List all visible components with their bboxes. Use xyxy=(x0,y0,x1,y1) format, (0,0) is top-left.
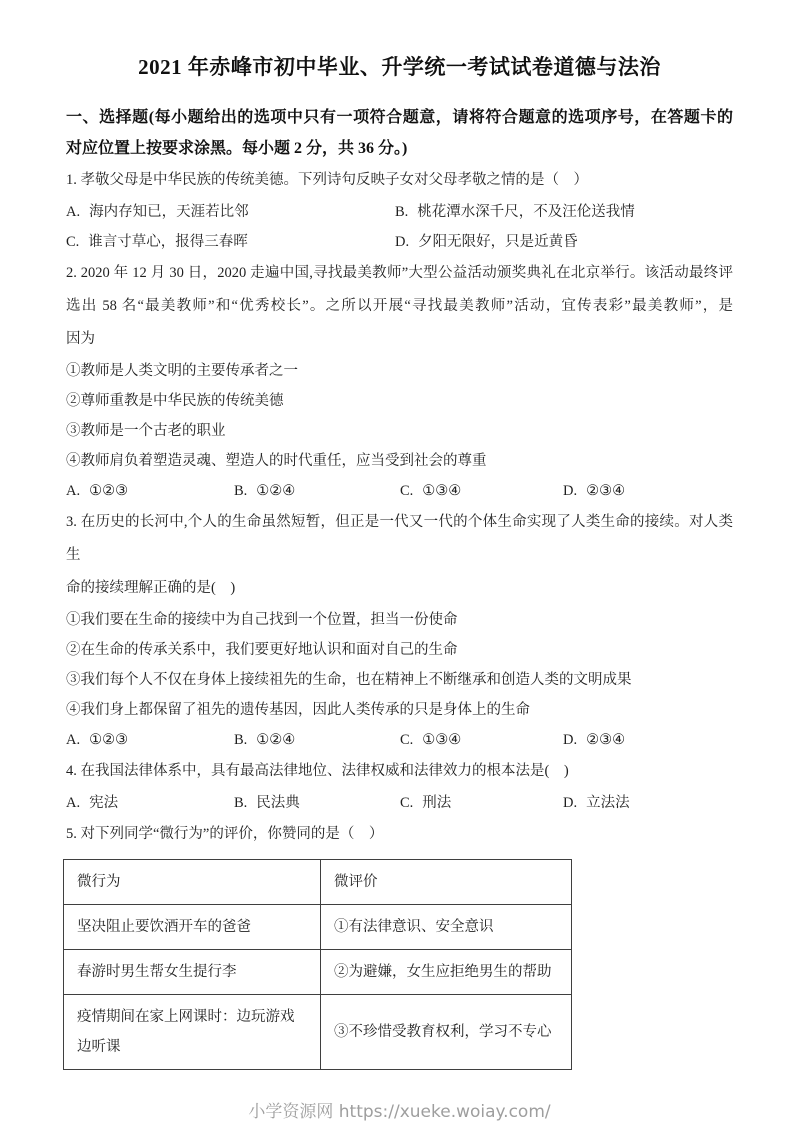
option-d xyxy=(563,788,733,818)
option-text: 宪法 xyxy=(89,795,119,811)
option-b xyxy=(395,197,733,227)
section-intro-line: 对应位置上按要求涂黑。每小题 2 分，共 36 分。) xyxy=(66,140,408,157)
option-d xyxy=(395,227,733,257)
page-title: 2021 年赤峰市初中毕业、升学统一考试试卷道德与法治 xyxy=(138,55,661,79)
option-label: A. xyxy=(66,795,81,811)
option-text: ①②③ xyxy=(89,732,129,748)
option-d xyxy=(563,725,733,755)
question-subitem: ①教师是人类文明的主要传承者之一 xyxy=(66,363,298,379)
option-a xyxy=(66,788,234,818)
options-grid xyxy=(66,725,733,755)
question-subitem: ③我们每个人不仅在身体上接续祖先的生命，也在精神上不断继承和创造人类的文明成果 xyxy=(66,672,632,688)
table-row xyxy=(64,995,572,1070)
option-text: ①③④ xyxy=(422,483,462,499)
option-label: B. xyxy=(234,483,248,499)
option-text: ①②④ xyxy=(256,483,296,499)
option-label: B. xyxy=(234,795,248,811)
question-stem-line: 4. 在我国法律体系中，具有最高法律地位、法律权威和法律效力的根本法是( ) xyxy=(66,763,569,779)
option-label: C. xyxy=(66,234,80,250)
question-list xyxy=(66,164,733,1070)
question-subitem: ①我们要在生命的接续中为自己找到一个位置，担当一份使命 xyxy=(66,612,458,628)
options-grid xyxy=(66,197,733,257)
option-text: 谁言寸草心，报得三春晖 xyxy=(88,234,248,250)
options-grid xyxy=(66,788,733,818)
option-text: 民法典 xyxy=(256,795,300,811)
option-b xyxy=(234,788,400,818)
option-text: 夕阳无限好，只是近黄昏 xyxy=(418,234,578,250)
question-stem-line: 1. 孝敬父母是中华民族的传统美德。下列诗句反映子女对父母孝敬之情的是（ ） xyxy=(66,172,588,188)
table-header-cell: 微评价 xyxy=(321,860,572,905)
option-a xyxy=(66,197,395,227)
option-text: ②③④ xyxy=(586,483,626,499)
option-text: 刑法 xyxy=(422,795,452,811)
option-text: ①②③ xyxy=(89,483,129,499)
option-label: A. xyxy=(66,732,81,748)
question-subitem: ②在生命的传承关系中，我们要更好地认识和面对自己的生命 xyxy=(66,642,458,658)
question-subitem: ④我们身上都保留了祖先的遗传基因，因此人类传承的只是身体上的生命 xyxy=(66,702,530,718)
question-subitem: ③教师是一个古老的职业 xyxy=(66,423,226,439)
section-intro xyxy=(66,102,733,164)
option-label: C. xyxy=(400,483,414,499)
table-cell: ①有法律意识、安全意识 xyxy=(321,905,572,950)
question-3 xyxy=(66,506,733,755)
table-cell: ②为避嫌，女生应拒绝男生的帮助 xyxy=(321,950,572,995)
option-label: B. xyxy=(395,204,409,220)
option-label: D. xyxy=(395,234,410,250)
option-text: 立法法 xyxy=(586,795,630,811)
question-4 xyxy=(66,755,733,818)
question-subitem: ④教师肩负着塑造灵魂、塑造人的时代重任，应当受到社会的尊重 xyxy=(66,453,487,469)
option-label: D. xyxy=(563,732,578,748)
option-b xyxy=(234,476,400,506)
option-c xyxy=(400,476,563,506)
option-text: 桃花潭水深千尺，不及汪伦送我情 xyxy=(417,204,635,220)
option-b xyxy=(234,725,400,755)
option-c xyxy=(66,227,395,257)
micro-behavior-table xyxy=(63,859,572,1070)
option-text: ①②④ xyxy=(256,732,296,748)
table-cell: 春游时男生帮女生提行李 xyxy=(64,950,321,995)
question-subitem: ②尊师重教是中华民族的传统美德 xyxy=(66,393,284,409)
option-text: 海内存知已，天涯若比邻 xyxy=(89,204,249,220)
option-a xyxy=(66,476,234,506)
question-5 xyxy=(66,818,733,1070)
question-1 xyxy=(66,164,733,257)
option-text: ②③④ xyxy=(586,732,626,748)
table-header-row xyxy=(64,860,572,905)
option-a xyxy=(66,725,234,755)
question-stem-line: 因为 xyxy=(66,331,95,347)
option-label: A. xyxy=(66,483,81,499)
question-stem-line: 命的接续理解正确的是( ) xyxy=(66,580,236,596)
option-label: B. xyxy=(234,732,248,748)
option-d xyxy=(563,476,733,506)
option-label: D. xyxy=(563,795,578,811)
table-cell: 疫情期间在家上网课时：边玩游戏边听课 xyxy=(64,995,321,1070)
option-label: A. xyxy=(66,204,81,220)
question-2 xyxy=(66,257,733,506)
footer-watermark: 小学资源网 https://xueke.woiay.com/ xyxy=(248,1102,551,1122)
table-row xyxy=(64,905,572,950)
question-stem-line: 3. 在历史的长河中,个人的生命虽然短暂，但正是一代又一代的个体生命实现了人类生命的接续。对人类生 xyxy=(66,514,733,563)
question-stem-line: 5. 对下列同学“微行为”的评价，你赞同的是（ ） xyxy=(66,826,384,842)
section-intro-line: 一、选择题(每小题给出的选项中只有一项符合题意，请将符合题意的选项序号，在答题卡的 xyxy=(66,109,733,126)
option-c xyxy=(400,725,563,755)
question-stem-line: 选出 58 名“最美教师”和“优秀校长”。之所以开展“寻找最美教师”活动，宜传表彩”最美教师”，是 xyxy=(66,298,733,314)
option-c xyxy=(400,788,563,818)
option-label: D. xyxy=(563,483,578,499)
question-stem-line: 2. 2020 年 12 月 30 日，2020 走遍中国,寻找最美教师”大型公益活动颁奖典礼在北京举行。该活动最终评 xyxy=(66,265,733,281)
options-grid xyxy=(66,476,733,506)
option-label: C. xyxy=(400,795,414,811)
table-row xyxy=(64,950,572,995)
table-header-cell: 微行为 xyxy=(64,860,321,905)
table-cell: ③不珍惜受教育权利，学习不专心 xyxy=(321,995,572,1070)
table-cell: 坚决阻止要饮酒开车的爸爸 xyxy=(64,905,321,950)
option-text: ①③④ xyxy=(422,732,462,748)
option-label: C. xyxy=(400,732,414,748)
